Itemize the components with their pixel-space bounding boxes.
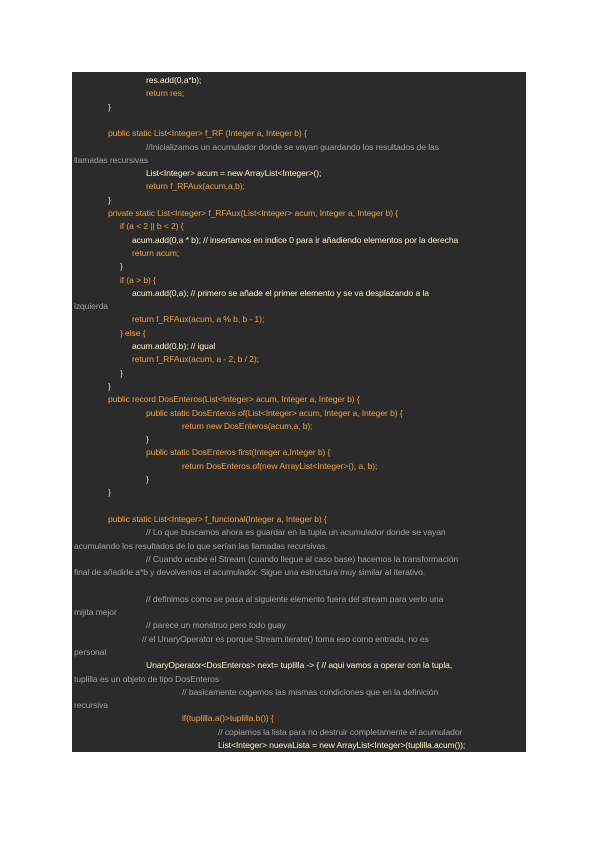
code-line: private static List<Integer> f_RFAux(List<Integer> acum, Integer a, Integer b) {: [108, 208, 399, 218]
code-line: return acum;: [132, 247, 180, 258]
code-line: acumulando los resultados de lo que serían las llamadas recursivas.: [74, 540, 328, 551]
code-line: if (a < 2 || b < 2) {: [120, 221, 184, 232]
code-line: }: [146, 474, 149, 484]
code-line: return f_RFAux(acum, a % b, b - 1);: [132, 314, 265, 325]
code-line: return f_RFAux(acum,a,b);: [146, 181, 245, 192]
code-line: //Inicializamos un acumulador donde se vayan guardando los resultados de las: [146, 141, 439, 152]
code-line: llamadas recursivas: [74, 154, 149, 165]
code-line: }: [108, 380, 111, 391]
code-line: // Cuando acabe el Stream (cuando llegue al caso base) hacemos la transformación: [146, 553, 459, 564]
code-line: [72, 500, 526, 513]
code-line: return f_RFAux(acum, a - 2, b / 2);: [132, 354, 259, 365]
code-line: public record DosEnteros(List<Integer> acum, Integer a, Integer b) {: [108, 394, 360, 405]
code-line: List<Integer> acum = new ArrayList<Integer>();: [146, 168, 322, 179]
code-line: UnaryOperator<DosEnteros> next= tuplilla -> { // aqui vamos a operar con la tupla,: [146, 660, 453, 671]
code-line: // copiamos la lista para no destruir completamente el acumulador: [218, 726, 463, 737]
code-line: recursiva: [74, 700, 108, 711]
code-line: // definimos como se pasa al siguiente elemento fuera del stream para verlo una: [146, 593, 444, 604]
code-line: }: [108, 194, 111, 205]
code-line: public static DosEnteros of(List<Integer> acum, Integer a, Integer b) {: [146, 407, 403, 418]
code-line: }: [120, 261, 123, 272]
code-line: acum.add(0,a * b); // insertamos en indice 0 para ir añadiendo elementos por la derecha: [132, 234, 459, 245]
code-line: return new DosEnteros(acum,a, b);: [182, 420, 313, 431]
code-line: personal: [74, 646, 107, 657]
code-line: [72, 114, 526, 127]
code-line: acum.add(0,a); // primero se añade el primer elemento y se va desplazando a la: [132, 287, 429, 298]
code-line: if(tuplilla.a()>tuplilla.b()) {: [182, 713, 274, 724]
code-line: return DosEnteros.of(new ArrayList<Integer>(), a, b);: [182, 460, 378, 471]
code-line: }: [120, 367, 123, 378]
code-line: List<Integer> nuevaLista = new ArrayList<Integer>(tuplilla.acum());: [218, 740, 466, 750]
code-line: }: [146, 434, 149, 445]
code-line: acum.add(0,b); // igual: [132, 341, 216, 351]
code-line: public static List<Integer> f_RF (Integer a, Integer b) {: [108, 128, 307, 139]
code-line: // el UnaryOperator es porque Stream.iterate() toma eso como entrada, no es: [142, 633, 429, 644]
code-line: // parece un monstruo pero todo guay: [146, 620, 286, 631]
code-line: // Lo que buscamos ahora es guardar en la tupla un acumulador donde se vayan: [146, 527, 446, 538]
code-line: }: [108, 487, 111, 498]
code-line: public static DosEnteros first(Integer a,Integer b) {: [146, 447, 331, 458]
code-line: [72, 579, 526, 592]
code-line: }: [108, 101, 111, 112]
code-editor-panel: [72, 72, 526, 752]
code-line: return res;: [146, 88, 185, 99]
code-line: if (a > b) {: [120, 274, 156, 285]
code-line: } else {: [120, 327, 146, 338]
code-line: final de añadirle a*b y devolvemos el acumulador. Sigue una estructura muy similar al iterativo.: [74, 567, 426, 578]
code-line: izquierda: [74, 301, 108, 312]
code-line: tuplilla es un objeto de tipo DosEnteros: [74, 673, 220, 684]
code-line: mijita mejor: [74, 607, 117, 617]
code-line: res.add(0,a*b);: [146, 75, 202, 85]
code-line: public static List<Integer> f_funcional(Integer a, Integer b) {: [108, 513, 327, 524]
code-line: // basicamente cogemos las mismas condiciones que en la definición: [182, 686, 439, 697]
